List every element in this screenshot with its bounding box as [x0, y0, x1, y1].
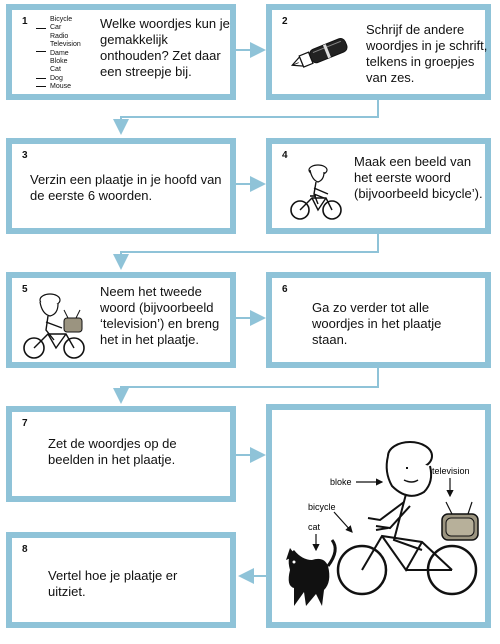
step-text: Ga zo verder tot alle woordjes in het plaatje staan. [312, 300, 442, 347]
label-television: television [432, 466, 470, 476]
step-number: 5 [22, 284, 28, 295]
step-4-box [266, 138, 491, 234]
cat-figure [286, 540, 335, 606]
word-dash [36, 86, 46, 87]
bloke-figure [368, 442, 432, 550]
step-8-box [6, 532, 236, 628]
word-item: Car [50, 24, 62, 32]
word-item: Dog [50, 74, 63, 82]
step-number: 2 [282, 16, 288, 27]
word-item: Cat [50, 66, 61, 74]
step-2-box [266, 4, 491, 100]
scene-illustration [272, 410, 485, 622]
step-3-box [6, 138, 236, 234]
step-number: 6 [282, 284, 288, 295]
step-number: 8 [22, 544, 28, 555]
label-bicycle: bicycle [308, 502, 336, 512]
step-text: Verzin een plaatje in je hoofd van de eerste 6 woorden. [30, 172, 222, 203]
word-item: Television [50, 41, 81, 49]
step-number: 7 [22, 418, 28, 429]
step-text: Welke woordjes kun je gemakkelijk onthouden? Zet daar een streepje bij. [100, 16, 230, 79]
step-number: 1 [22, 16, 28, 27]
word-dash [36, 28, 46, 29]
scene-box [266, 404, 491, 628]
cyclist-with-television-icon [22, 290, 90, 364]
step-number: 3 [22, 150, 28, 161]
label-cat: cat [308, 522, 321, 532]
step-number: 4 [282, 150, 288, 161]
step-text: Neem het tweede woord (bijvoorbeeld ‘television’) en breng het in het plaatje. [100, 284, 220, 347]
step-6-box [266, 272, 491, 368]
step-text: Schrijf de andere woordjes in je schrift, telkens in groepjes van zes. [366, 22, 488, 85]
word-item: Bicycle [50, 16, 73, 23]
step-text: Maak een beeld van het eerste woord (bijvoorbeeld bicycle’). [354, 154, 483, 201]
word-dash [36, 51, 46, 52]
television-figure [442, 502, 478, 540]
step-text: Vertel hoe je plaatje er uitziet. [48, 568, 178, 599]
word-item: Dame [50, 49, 69, 57]
word-list [22, 16, 90, 92]
step-1-box [6, 4, 236, 100]
step-7-box [6, 406, 236, 502]
arrow-6-7 [121, 366, 378, 400]
cyclist-icon [288, 160, 346, 222]
word-dash [36, 78, 46, 79]
step-text: Zet de woordjes op de beelden in het plaatje. [48, 436, 177, 467]
arrow-4-5 [121, 232, 378, 266]
word-item: Radio [50, 32, 69, 40]
arrow-2-3 [121, 98, 378, 131]
label-bloke: bloke [330, 477, 352, 487]
step-5-box [6, 272, 236, 368]
fountain-pen-icon [284, 34, 356, 74]
word-item: Mouse [50, 83, 72, 91]
word-item: Bloke [50, 58, 68, 66]
